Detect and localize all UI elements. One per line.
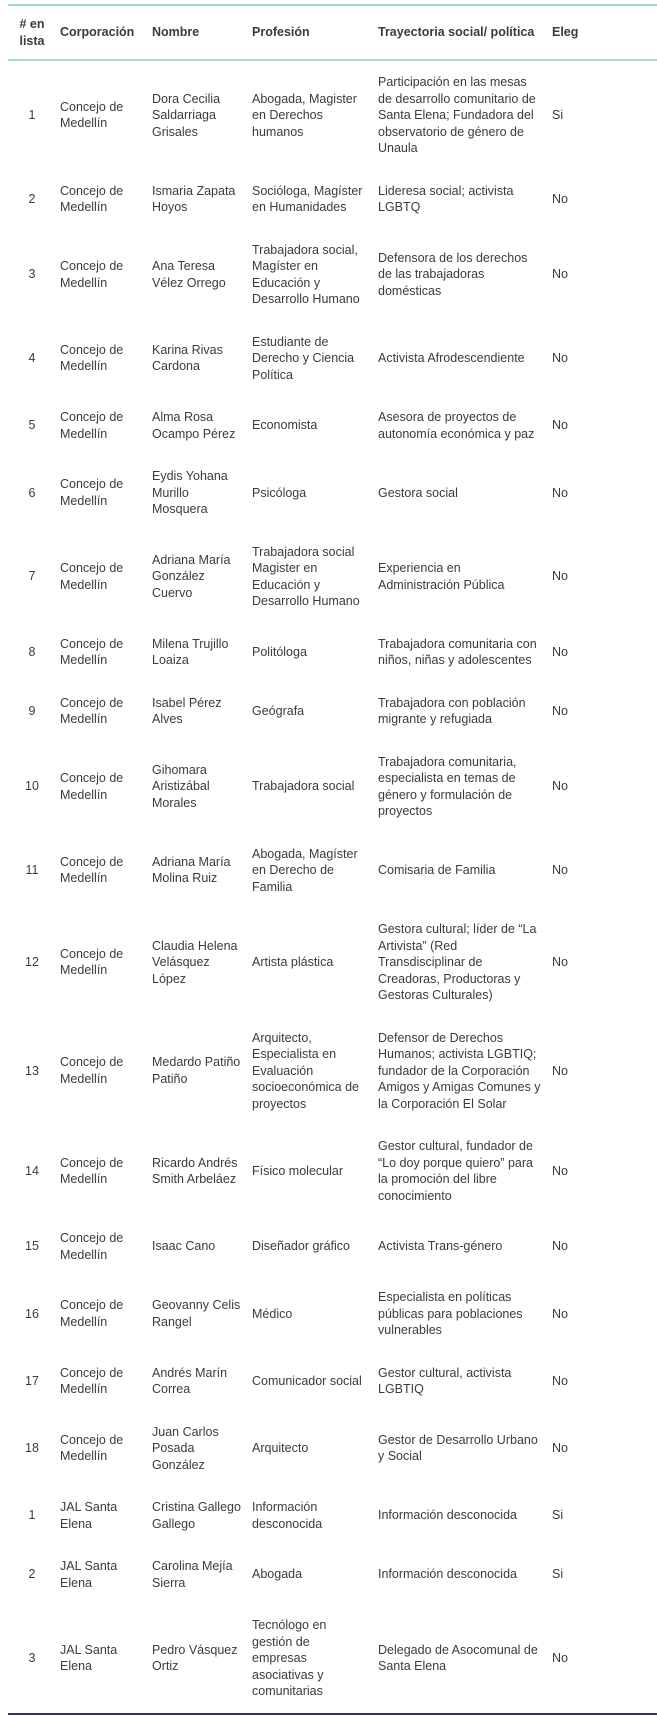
cell-nombre: Carolina Mejía Sierra [152,1559,233,1590]
cell-trayectoria: Lideresa social; activista LGBTQ [378,183,514,214]
cell-corporacion: Concejo de Medellín [60,477,124,508]
cell-num: 15 [25,1239,39,1254]
cell-corporacion: Concejo de Medellín [60,99,124,131]
table-row [8,1545,657,1604]
cell-eleg: No [552,351,568,365]
cell-corporacion: Concejo de Medellín [60,771,124,802]
cell-num: 4 [28,351,36,365]
cell-nombre: Claudia Helena Velásquez López [152,938,238,986]
cell-nombre: Pedro Vásquez Ortiz [152,1642,238,1674]
cell-num: 13 [25,1063,39,1078]
cell-num: 12 [25,955,39,969]
table-body [8,60,657,1714]
cell-trayectoria: Defensor de Derechos Humanos; activista LGBTIQ; fundador de la Corporación Amigos y Amigas Comunes y la Corporación El Solar [378,1030,541,1111]
table-row [8,1217,657,1276]
cell-profesion: Trabajadora social [252,779,355,794]
header-trayectoria: Trayectoria social/ política [378,5,552,60]
cell-num: 6 [28,485,36,500]
table-row [8,1352,657,1411]
table-row [8,455,657,531]
cell-profesion: Abogada, Magíster en Derecho de Familia [252,846,358,894]
cell-trayectoria: Trabajadora comunitaria con niños, niñas y adolescentes [378,636,537,667]
cell-profesion: Geógrafa [252,703,305,718]
cell-trayectoria: Activista Trans-género [378,1239,503,1254]
cell-nombre: Adriana María Molina Ruiz [152,854,231,886]
table-row [8,229,657,321]
cell-num: 2 [28,191,36,206]
cell-trayectoria: Trabajadora comunitaria, especialista en temas de género y formulación de proyectos [378,754,517,818]
table-row [8,396,657,455]
cell-num: 3 [28,267,36,282]
table-row [8,321,657,397]
cell-corporacion: JAL Santa Elena [60,1500,118,1531]
cell-eleg: No [552,267,568,282]
cell-nombre: Cristina Gallego Gallego [152,1500,241,1531]
cell-eleg: No [552,779,568,794]
cell-profesion: Politóloga [252,644,307,659]
cell-num: 17 [25,1373,39,1388]
cell-corporacion: Concejo de Medellín [60,636,124,667]
cell-nombre: Ricardo Andrés Smith Arbeláez [152,1155,238,1186]
cell-num: 7 [28,569,36,584]
cell-trayectoria: Especialista en políticas públicas para poblaciones vulnerables [378,1290,523,1337]
table-row [8,60,657,170]
cell-eleg: Si [552,1567,564,1582]
cell-corporacion: Concejo de Medellín [60,946,124,978]
cell-eleg: No [552,569,568,584]
cell-corporacion: Concejo de Medellín [60,259,124,290]
cell-profesion: Economista [252,418,318,433]
cell-profesion: Físico molecular [252,1163,343,1178]
cell-num: 11 [25,863,39,877]
cell-num: 3 [28,1651,36,1665]
cell-trayectoria: Experiencia en Administración Pública [378,561,505,592]
cell-corporacion: JAL Santa Elena [60,1559,118,1590]
cell-nombre: Juan Carlos Posada González [152,1424,219,1472]
cell-eleg: No [552,863,568,877]
cell-trayectoria: Delegado de Asocomunal de Santa Elena [378,1642,538,1674]
cell-nombre: Eydis Yohana Murillo Mosquera [152,469,228,516]
table-header [8,5,657,60]
candidates-table [8,4,657,1715]
header-corporacion: Corporación [60,5,152,60]
cell-profesion: Tecnólogo en gestión de empresas asociativas y comunitarias [252,1618,327,1698]
cell-eleg: No [552,1441,568,1455]
cell-profesion: Abogada [252,1567,303,1582]
cell-nombre: Andrés Marín Correa [152,1365,228,1396]
cell-profesion: Trabajadora social, Magíster en Educación y Desarrollo Humano [252,242,360,306]
table-row [8,908,657,1017]
cell-corporacion: Concejo de Medellín [60,1155,124,1186]
cell-eleg: No [552,703,568,718]
cell-profesion: Trabajadora social Magister en Educación y Desarrollo Humano [252,544,360,608]
cell-nombre: Ismaria Zapata Hoyos [152,183,236,214]
cell-num: 18 [25,1441,39,1455]
cell-trayectoria: Gestor cultural, fundador de “Lo doy porque quiero” para la promoción del libre conocimiento [378,1139,533,1203]
cell-num: 16 [25,1306,39,1321]
cell-eleg: Si [552,1508,564,1523]
cell-nombre: Alma Rosa Ocampo Pérez [152,410,236,441]
cell-num: 1 [28,108,36,122]
cell-eleg: No [552,485,568,500]
cell-corporacion: Concejo de Medellín [60,695,124,726]
table-row [8,623,657,682]
cell-trayectoria: Gestor cultural, activista LGBTIQ [378,1365,512,1396]
cell-nombre: Dora Cecilia Saldarriaga Grisales [152,91,221,139]
cell-trayectoria: Gestora cultural; líder de “La Artivista” (Red Transdisciplinar de Creadoras, Productoras y Gestoras Culturales) [378,922,537,1002]
cell-nombre: Medardo Patiño Patiño [152,1055,241,1086]
cell-profesion: Abogada, Magister en Derechos humanos [252,91,357,139]
cell-corporacion: JAL Santa Elena [60,1642,118,1674]
cell-eleg: No [552,191,568,206]
cell-trayectoria: Gestora social [378,485,458,500]
table-row [8,833,657,909]
cell-num: 5 [28,418,36,433]
cell-profesion: Diseñador gráfico [252,1239,350,1254]
cell-corporacion: Concejo de Medellín [60,1365,124,1396]
cell-profesion: Arquitecto, Especialista en Evaluación socioeconómica de proyectos [252,1030,360,1111]
table-row [8,1486,657,1545]
cell-corporacion: Concejo de Medellín [60,1432,124,1464]
table-row [8,1604,657,1714]
cell-nombre: Ana Teresa Vélez Orrego [152,259,226,290]
cell-nombre: Geovanny Celis Rangel [152,1298,241,1329]
cell-corporacion: Concejo de Medellín [60,342,124,374]
cell-profesion: Información desconocida [252,1500,323,1531]
cell-corporacion: Concejo de Medellín [60,1298,124,1329]
cell-eleg: No [552,1063,568,1078]
cell-profesion: Socióloga, Magíster en Humanidades [252,183,363,214]
cell-profesion: Comunicador social [252,1373,362,1388]
cell-trayectoria: Trabajadora con población migrante y refugiada [378,695,526,726]
cell-eleg: No [552,955,568,969]
cell-trayectoria: Información desconocida [378,1567,517,1582]
cell-corporacion: Concejo de Medellín [60,1231,124,1262]
table-row [8,1411,657,1487]
cell-corporacion: Concejo de Medellín [60,1055,124,1086]
cell-profesion: Psicóloga [252,485,307,500]
table-row [8,1276,657,1352]
cell-nombre: Isaac Cano [152,1239,216,1254]
table-row [8,1017,657,1126]
cell-corporacion: Concejo de Medellín [60,561,124,592]
header-row [8,5,657,60]
cell-corporacion: Concejo de Medellín [60,854,124,886]
cell-num: 8 [28,644,36,659]
cell-profesion: Médico [252,1306,293,1321]
cell-eleg: No [552,644,568,659]
cell-num: 1 [28,1508,36,1523]
cell-profesion: Artista plástica [252,955,334,969]
cell-corporacion: Concejo de Medellín [60,183,124,214]
header-profesion: Profesión [252,5,378,60]
table-row [8,741,657,833]
table-row [8,1125,657,1217]
cell-nombre: Milena Trujillo Loaiza [152,636,229,667]
cell-trayectoria: Comisaria de Familia [378,863,496,877]
header-eleg: Eleg [552,5,657,60]
cell-nombre: Karina Rivas Cardona [152,342,223,374]
cell-num: 14 [25,1163,39,1178]
cell-eleg: No [552,1163,568,1178]
cell-trayectoria: Participación en las mesas de desarrollo comunitario de Santa Elena; Fundadora del observatorio de género de Unaula [378,75,536,155]
header-num: # en lista [8,5,60,60]
cell-trayectoria: Defensora de los derechos de las trabajadoras domésticas [378,250,528,298]
cell-nombre: Gihomara Aristizábal Morales [152,762,210,810]
cell-trayectoria: Activista Afrodescendiente [378,351,525,365]
cell-eleg: Si [552,108,564,122]
cell-num: 2 [28,1567,36,1582]
cell-nombre: Adriana María González Cuervo [152,552,231,600]
cell-eleg: No [552,1239,568,1254]
cell-trayectoria: Asesora de proyectos de autonomía económica y paz [378,410,535,441]
cell-eleg: No [552,1651,568,1665]
cell-num: 9 [28,703,36,718]
cell-corporacion: Concejo de Medellín [60,410,124,441]
cell-profesion: Estudiante de Derecho y Ciencia Política [252,334,355,382]
cell-profesion: Arquitecto [252,1441,309,1455]
cell-eleg: No [552,1306,568,1321]
header-nombre: Nombre [152,5,252,60]
cell-eleg: No [552,418,568,433]
cell-num: 10 [25,779,39,794]
cell-eleg: No [552,1373,568,1388]
cell-trayectoria: Información desconocida [378,1508,517,1523]
cell-trayectoria: Gestor de Desarrollo Urbano y Social [378,1432,538,1464]
table-row [8,170,657,229]
table-row [8,682,657,741]
table-row [8,531,657,623]
cell-nombre: Isabel Pérez Alves [152,695,222,726]
